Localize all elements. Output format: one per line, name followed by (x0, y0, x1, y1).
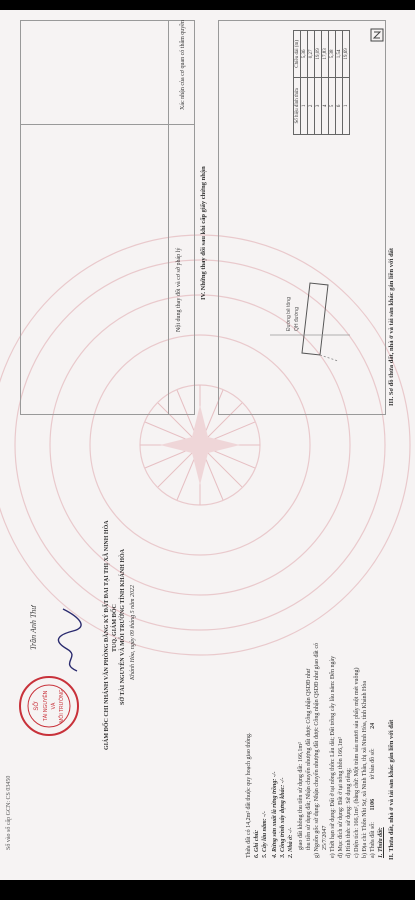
table-row: 4 17,83 (322, 31, 329, 135)
table-header-length: Chiều dài (m) (294, 31, 301, 78)
parcel-heading: 1. Thửa đất: (378, 827, 384, 858)
area-line: c) Diện tích: 166,1m², (bằng chữ: Một trăm sáu mươi sáu phẩy một mét vuông) (354, 667, 360, 858)
parcel-sketch-icon (250, 245, 360, 375)
issuer-department: SỞ TÀI NGUYÊN VÀ MÔI TRƯỜNG TỈNH KHÁNH HÒA (120, 548, 126, 705)
rotated-document (0, 10, 415, 880)
svg-text:Đường bê tông: Đường bê tông (286, 297, 292, 331)
parcel-number-line: a) Thửa đất số: 1106 tờ bản đồ số: 24 (370, 722, 376, 858)
note-text: Thửa đất có 14,2m² đất thuộc quy hoạch giao thông. (246, 732, 252, 858)
table-row: 2 0,27 (308, 31, 315, 135)
registration-number: Số vào sổ cấp GCN: CS 03450 (6, 775, 12, 850)
issue-date: Khánh Hòa, ngày 09 tháng 5 năm 2022 (130, 585, 136, 680)
other-construction-line: 3. Công trình xây dựng khác: -/- (280, 777, 286, 858)
address-line: b) Địa chỉ: Thôn Nhi Sự, xã Ninh Thân, thị xã Ninh Hòa, tỉnh Khánh Hòa (362, 680, 368, 858)
changes-col-confirm: Xác nhận của cơ quan có thẩm quyền (180, 20, 186, 110)
house-line: 2. Nhà ở: -/- (288, 827, 294, 858)
signer-name: Trần Anh Thư (29, 605, 38, 650)
svg-text:TÀI NGUYÊN: TÀI NGUYÊN (43, 690, 49, 722)
parcel-number: 1106 (370, 798, 376, 811)
usage-form-line: d) Hình thức sử dụng: Sử dụng riêng; (346, 768, 352, 858)
boundary-table (293, 30, 350, 135)
issuer-authorization: TUQ. GIÁM ĐỐC (112, 604, 118, 652)
perennial-line: 5. Cây lâu năm: -/- (262, 811, 268, 858)
table-row: 5 5,38 (329, 31, 336, 135)
svg-text:MÔI TRƯỜNG: MÔI TRƯỜNG (59, 689, 65, 723)
origin-line-3: giao đất không thu tiền sử dụng đất: 166,1m² (298, 742, 304, 850)
issuer-title: GIÁM ĐỐC CHI NHÁNH VĂN PHÒNG ĐĂNG KÝ ĐẤT ĐAI TẠI THỊ XÃ NINH HÒA (104, 520, 110, 750)
table-row: 1 19,69 (343, 31, 350, 135)
red-seal-stamp-icon (18, 675, 80, 737)
table-row: 1 5,36 (301, 31, 308, 135)
forest-line: 4. Rừng sản xuất là rừng trồng: -/- (272, 771, 278, 858)
svg-text:VÀ: VÀ (51, 702, 57, 710)
table-row: 3 19,09 (315, 31, 322, 135)
usage-term-line: e) Thời hạn sử dụng: Đất ở tại nông thôn: Lâu dài; Đất trồng cây lâu năm: Đến ngày (330, 655, 336, 858)
section4-title: IV. Những thay đổi sau khi cấp giấy chứng nhận (200, 166, 207, 300)
map-sheet-number: 24 (370, 722, 376, 729)
north-arrow-icon (370, 28, 384, 42)
certificate-page (0, 10, 415, 880)
usage-purpose-line: đ) Mục đích sử dụng: Đất ở tại nông thôn 166,1m² (338, 736, 344, 858)
usage-term-date: 25/7/2047 (322, 825, 328, 850)
origin-line-1: g) Nguồn gốc sử dụng: Nhận chuyển nhượng đất được Công nhận QSDĐ như giao đất có (314, 643, 320, 858)
section2-title: II. Thửa đất, nhà ở và tài sản khác gắn liền với đất (388, 719, 395, 860)
svg-text:SỞ: SỞ (34, 701, 40, 711)
origin-line-2: thu tiền sử dụng đất; Nhận chuyển nhượng đất được Công nhận QSDĐ như (306, 668, 312, 850)
changes-col-content: Nội dung thay đổi và cơ sở pháp lý (176, 247, 182, 332)
note-heading: 6. Ghi chú: (254, 829, 260, 858)
table-row: 6 1,54 (336, 31, 343, 135)
svg-text:QH đường: QH đường (294, 307, 300, 331)
table-header-vertex: Số hiệu đỉnh thửa (294, 77, 301, 134)
signature-icon (55, 605, 85, 675)
changes-table-header-line (168, 20, 169, 415)
section3-title: III. Sơ đồ thửa đất, nhà ở và tài sản khác gắn liền với đất (388, 247, 395, 406)
